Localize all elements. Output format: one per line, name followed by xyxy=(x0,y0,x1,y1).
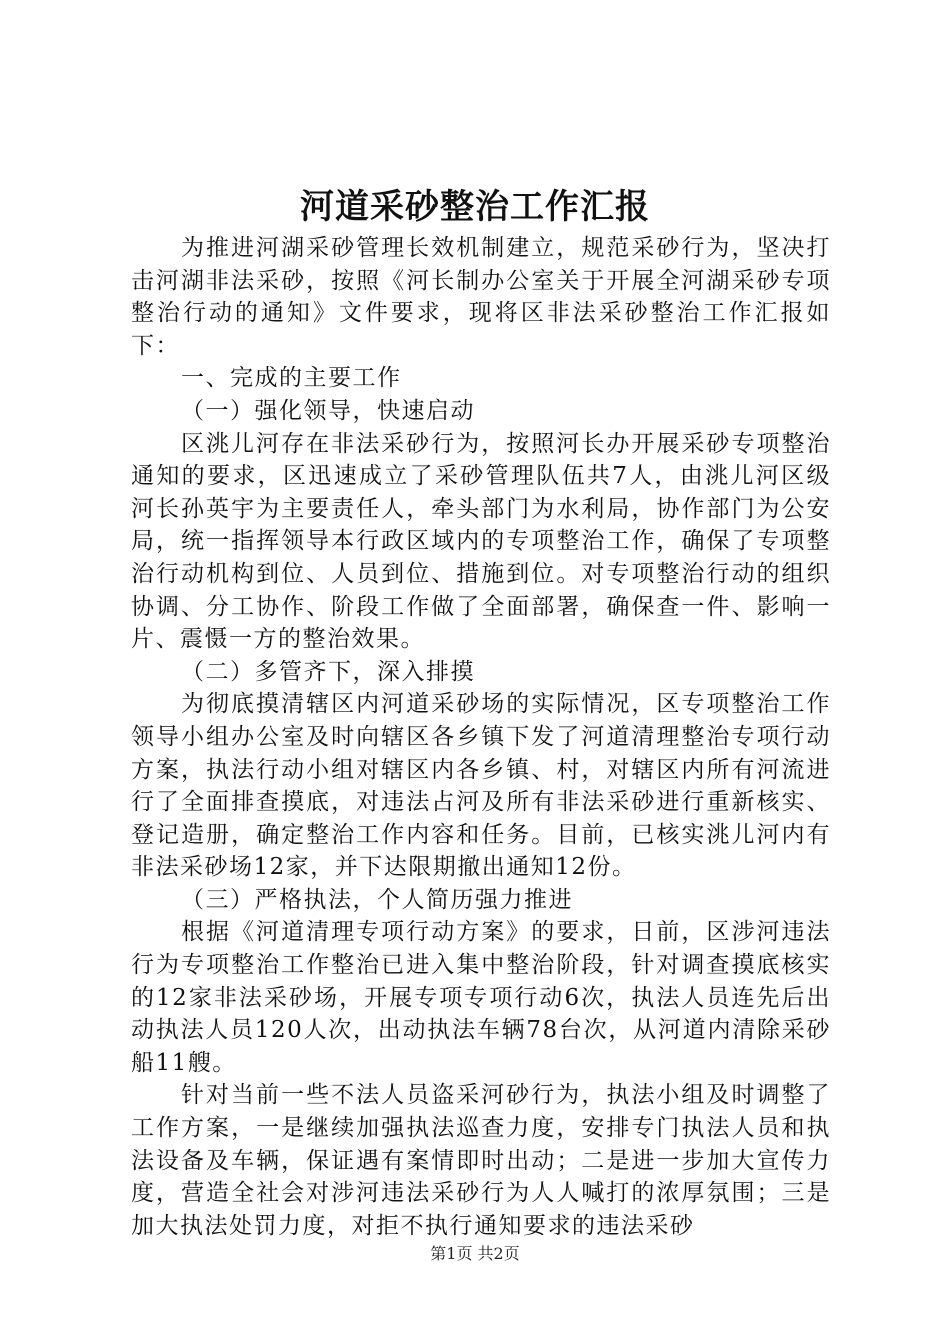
subsection-body-3-continued: 针对当前一些不法人员盗采河砂行为，执法小组及时调整了工作方案，一是继续加强执法巡查力度，安排专门执法人员和执法设备及车辆，保证遇有案情即时出动；二是进一步加大宣传力度，营造全社会对涉河违法采砂行为人人喊打的浓厚氛围；三是加大执法处罚力度，对拒不执行通知要求的违法采砂 xyxy=(131,1082,831,1239)
subsection-heading-1: （一）强化领导，快速启动 xyxy=(181,397,475,424)
page-footer: 第1页 共2页 xyxy=(430,1244,520,1263)
section-heading: 一、完成的主要工作 xyxy=(181,365,402,392)
subsection-body-1: 区洮儿河存在非法采砂行为，按照河长办开展采砂专项整治通知的要求，区迅速成立了采砂管理队伍共7人，由洮儿河区级河长孙英宇为主要责任人，牵头部门为水利局，协作部门为公安局，统一指挥领导本行政区域内的专项整治工作，确保了专项整治行动机构到位、人员到位、措施到位。对专项整治行动的组织协调、分工协作、阶段工作做了全面部署，确保查一件、影响一片、震慑一方的整治效果。 xyxy=(131,430,831,653)
subsection-heading-3: （三）严格执法，个人简历强力推进 xyxy=(181,886,573,913)
document-body xyxy=(131,232,831,1242)
subsection-heading-2: （二）多管齐下，深入排摸 xyxy=(181,658,475,685)
document-title: 河道采砂整治工作汇报 xyxy=(300,187,650,227)
subsection-body-3: 根据《河道清理专项行动方案》的要求，日前，区涉河违法行为专项整治工作整治已进入集中整治阶段，针对调查摸底核实的12家非法采砂场，开展专项专项行动6次，执法人员连先后出动执法人员120人次，出动执法车辆78台次，从河道内清除采砂船11艘。 xyxy=(131,919,831,1076)
intro-paragraph: 为推进河湖采砂管理长效机制建立，规范采砂行为，坚决打击河湖非法采砂，按照《河长制办公室关于开展全河湖采砂专项整治行动的通知》文件要求，现将区非法采砂整治工作汇报如下： xyxy=(131,235,831,359)
subsection-body-2: 为彻底摸清辖区内河道采砂场的实际情况，区专项整治工作领导小组办公室及时向辖区各乡镇下发了河道清理整治专项行动方案，执法行动小组对辖区内各乡镇、村，对辖区内所有河流进行了全面排查摸底，对违法占河及所有非法采砂进行重新核实、登记造册，确定整治工作内容和任务。目前，已核实洮儿河内有非法采砂场12家，并下达限期撤出通知12份。 xyxy=(131,691,831,881)
